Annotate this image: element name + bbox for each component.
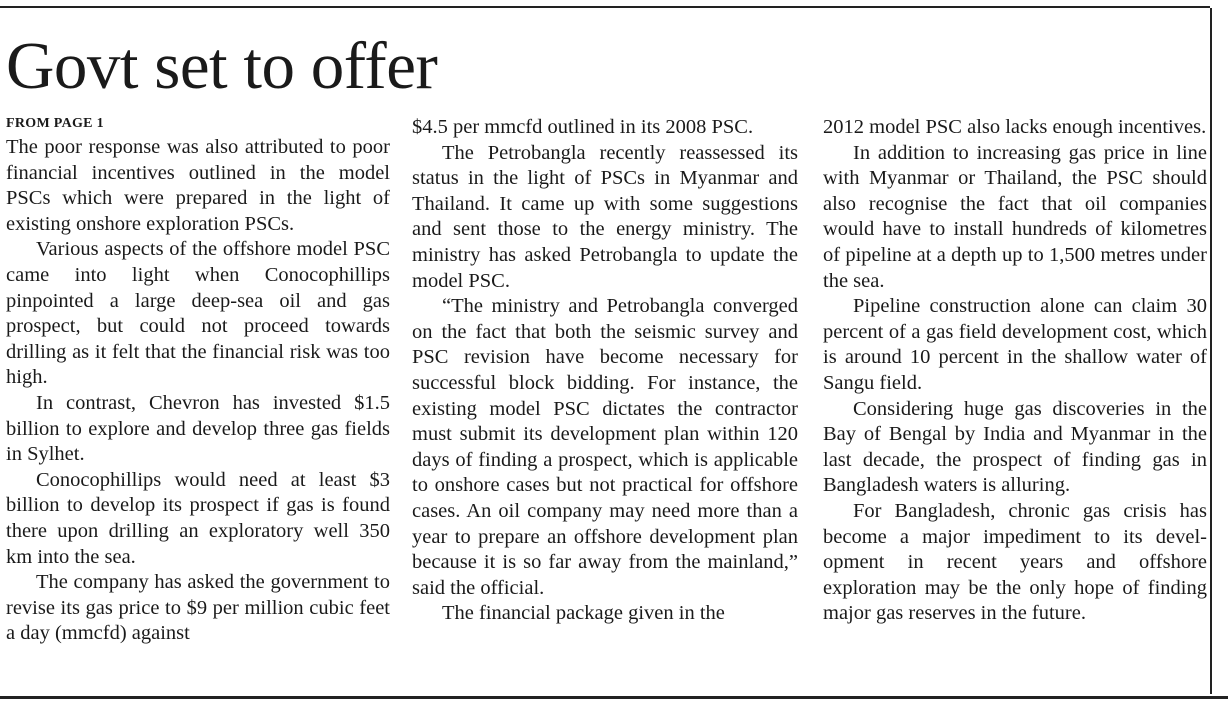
bottom-rule [0, 696, 1228, 699]
paragraph: The Petrobangla recently reassessed its status in the light of PSCs in Myanmar and Thailand. It came up with some suggestions and sent those to the energy ministry. The ministry has asked Petrobangla to update the model PSC. [412, 141, 798, 292]
top-rule [0, 6, 1210, 8]
paragraph: The company has asked the government to revise its gas price to $9 per million cubic feet a day (mmcfd) against [6, 571, 390, 645]
right-rule [1210, 8, 1212, 694]
paragraph: Conocophillips would need at least $3 billion to develop its prospect if gas is found there upon drilling an exploratory well 350 km into the sea. [6, 468, 390, 568]
column-1 [6, 115, 390, 647]
paragraph: In addition to increasing gas price in line with Myanmar or Thailand, the PSC should also recognise the fact that oil companies would have to install hundreds of kilometres of pipeline at a depth up to 1,500 metres under the sea. [823, 141, 1207, 292]
headline: Govt set to offer [6, 29, 438, 103]
paragraph: The poor response was also attributed to poor financial incentives outlined in the model PSCs which were prepared in the light of existing onshore exploration PSCs. [6, 136, 390, 235]
paragraph: Pipeline construction alone can claim 30 percent of a gas field development cost, which is around 10 percent in the shallow water of Sangu field. [823, 295, 1207, 394]
paragraph: Considering huge gas discoveries in the Bay of Bengal by India and Myanmar in the last decade, the prospect of finding gas in Bangladesh waters is alluring. [823, 397, 1207, 497]
paragraph: $4.5 per mmcfd outlined in its 2008 PSC. [412, 116, 754, 138]
kicker: FROM PAGE 1 [6, 116, 104, 131]
paragraph: In contrast, Chevron has invested $1.5 billion to explore and develop three gas fields in Sylhet. [6, 391, 390, 466]
column-3 [823, 115, 1207, 627]
paragraph: 2012 model PSC also lacks enough incentives. [823, 116, 1207, 138]
paragraph: “The ministry and Petrobangla converged on the fact that both the seismic survey and PSC revision have become necessary for successful block bidding. For instance, the existing model PSC dictates the contractor must submit its development plan within 120 days of finding a prospect, which is applicable to onshore cases but not practical for offshore cases. An oil company may need more than a year to prepare an offshore development plan because it is so far away from the mainland,” said the official. [412, 295, 798, 599]
paragraph: The financial package given in the [442, 602, 725, 625]
paragraph: Various aspects of the offshore model PSC came into light when Conocophillips pinpointed a large deep-sea oil and gas prospect, but could not proceed towards drilling as it felt that the financial risk was too high. [6, 238, 390, 389]
paragraph: For Bangladesh, chronic gas crisis has become a major impediment to its development in recent years and offshore exploration may be the only hope of finding major gas reserves in the future. [823, 499, 1207, 625]
column-2 [412, 115, 798, 627]
